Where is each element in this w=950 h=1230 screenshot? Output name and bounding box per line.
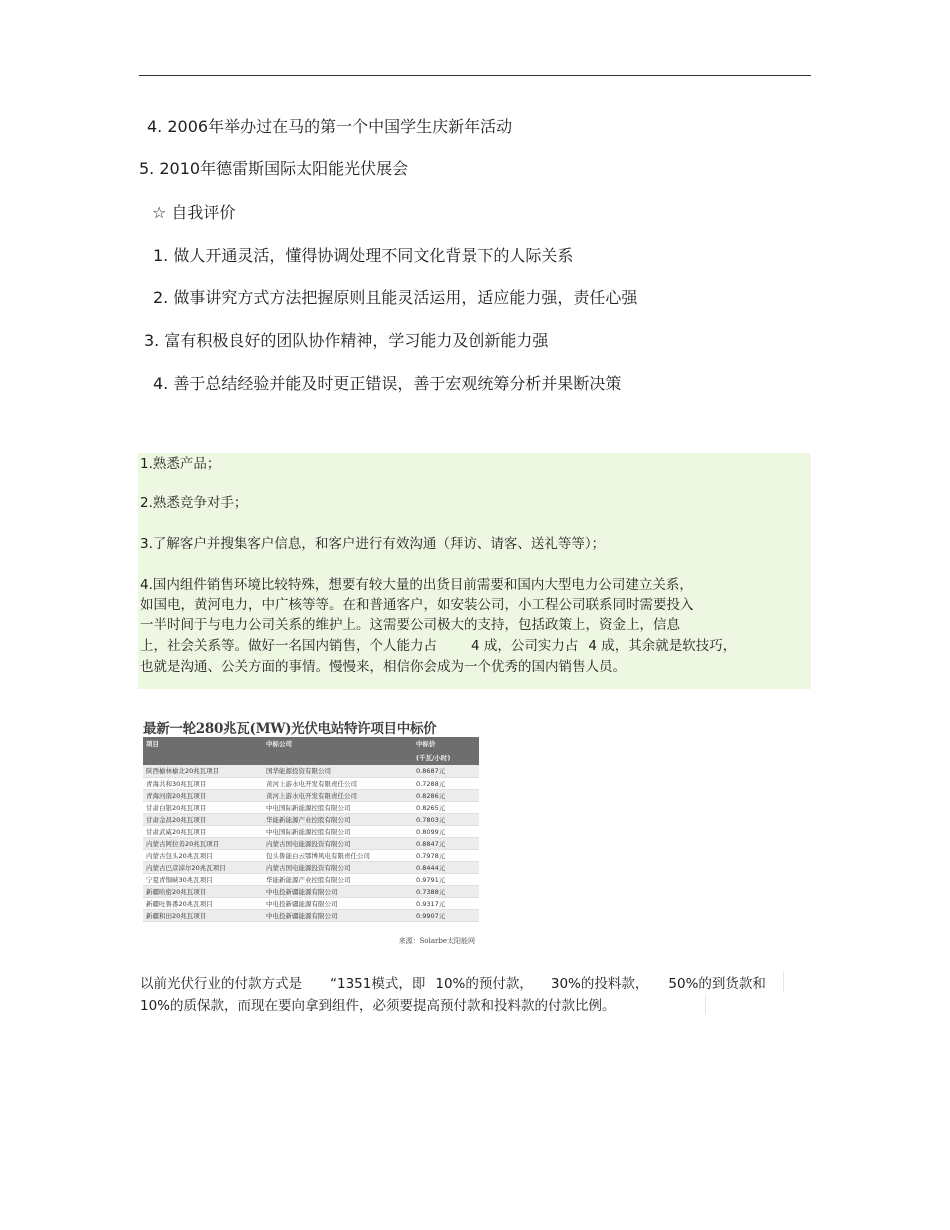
cell-company: 内蒙古国电能源投资有限公司 <box>263 837 413 849</box>
table-row <box>143 861 479 873</box>
self-eval-item-1: 1. 做人开通灵活，懂得协调处理不同文化背景下的人际关系 <box>153 246 574 265</box>
cell-price: 0.7288元 <box>413 777 479 789</box>
activity-item-4: 4. 2006年举办过在马的第一个中国学生庆新年活动 <box>147 117 513 136</box>
note-4-line-4-part-c: 4 成，其余就是软技巧， <box>588 638 737 654</box>
bid-price-table <box>143 737 479 922</box>
cell-company: 黄河上游水电开发有限责任公司 <box>263 789 413 801</box>
note-1: 1.熟悉产品； <box>140 456 221 472</box>
col-header-company: 中标公司 <box>263 737 413 750</box>
table-row <box>143 897 479 909</box>
table-header-row <box>143 737 479 750</box>
table-row <box>143 765 479 777</box>
table-row <box>143 789 479 801</box>
note-3: 3.了解客户并搜集客户信息，和客户进行有效沟通（拜访、请客、送礼等等）； <box>140 536 606 552</box>
payment-line-2: 10%的质保款，而现在要向拿到组件，必须要提高预付款和投料款的付款比例。 <box>140 998 616 1014</box>
self-eval-item-4: 4. 善于总结经验并能及时更正错误，善于宏观统筹分析并果断决策 <box>153 374 622 393</box>
note-4-line-5: 也就是沟通、公关方面的事情。慢慢来，相信你会成为一个优秀的国内销售人员。 <box>140 659 626 675</box>
table-row <box>143 873 479 885</box>
col-header-unit: (千瓦/小时) <box>413 750 479 765</box>
cell-price: 0.7978元 <box>413 849 479 861</box>
table-body <box>143 765 479 921</box>
note-4-line-2: 如国电，黄河电力，中广核等等。在和普通客户，如安装公司，小工程公司联系同时需要投入 <box>140 597 694 613</box>
cell-company: 国华能源投资有限公司 <box>263 765 413 777</box>
cell-company: 中电投新疆能源有限公司 <box>263 885 413 897</box>
self-eval-item-2: 2. 做事讲究方式方法把握原则且能灵活运用，适应能力强，责任心强 <box>153 288 638 307</box>
col-header-project: 项目 <box>143 737 263 750</box>
cell-company: 中电投新疆能源有限公司 <box>263 909 413 921</box>
self-eval-heading: ☆ 自我评价 <box>152 203 236 222</box>
cell-project: 青海河南20兆瓦项目 <box>143 789 263 801</box>
table-header-unit-row <box>143 750 479 765</box>
payment-line-1-part-a: 以前光伏行业的付款方式是 <box>140 976 302 992</box>
text-box-edge <box>705 995 706 1014</box>
cell-price: 0.9791元 <box>413 873 479 885</box>
col-header-price: 中标价 <box>413 737 479 750</box>
note-4-line-3: 一半时间于与电力公司关系的维护上。这需要公司极大的支持，包括政策上，资金上，信息 <box>140 617 680 633</box>
cell-project: 内蒙古巴彦淖尔20兆瓦项目 <box>143 861 263 873</box>
text-box-edge <box>783 972 784 992</box>
cell-project: 内蒙古包头20兆瓦项目 <box>143 849 263 861</box>
activity-item-5: 5. 2010年德雷斯国际太阳能光伏展会 <box>139 159 409 178</box>
table-row <box>143 885 479 897</box>
cell-price: 0.8687元 <box>413 765 479 777</box>
cell-price: 0.8099元 <box>413 825 479 837</box>
cell-price: 0.8286元 <box>413 789 479 801</box>
cell-project: 甘肃武威20兆瓦项目 <box>143 825 263 837</box>
cell-project: 甘肃金昌20兆瓦项目 <box>143 813 263 825</box>
cell-price: 0.9317元 <box>413 897 479 909</box>
cell-price: 0.7803元 <box>413 813 479 825</box>
cell-price: 0.8444元 <box>413 861 479 873</box>
header-rule <box>139 75 811 76</box>
cell-project: 新疆哈密20兆瓦项目 <box>143 885 263 897</box>
cell-company: 中电国际新能源控股有限公司 <box>263 825 413 837</box>
cell-project: 新疆和田20兆瓦项目 <box>143 909 263 921</box>
payment-line-1-part-c: 10%的预付款， <box>435 976 533 992</box>
table-row <box>143 825 479 837</box>
table-row <box>143 909 479 921</box>
cell-project: 甘肃白银20兆瓦项目 <box>143 801 263 813</box>
payment-line-1-part-d: 30%的投料款， <box>550 976 649 992</box>
cell-project: 青海共和30兆瓦项目 <box>143 777 263 789</box>
cell-project: 陕西榆林榆北20兆瓦项目 <box>143 765 263 777</box>
note-4-line-1: 4.国内组件销售环境比较特殊，想要有较大量的出货目前需要和国内大型电力公司建立关系， <box>140 577 693 593</box>
cell-company: 华能新能源产业控股有限公司 <box>263 813 413 825</box>
table-row <box>143 849 479 861</box>
self-eval-item-3: 3. 富有积极良好的团队协作精神，学习能力及创新能力强 <box>144 331 549 350</box>
cell-company: 黄河上游水电开发有限责任公司 <box>263 777 413 789</box>
note-4-line-4-part-b: 4 成，公司实力占 <box>471 638 579 654</box>
cell-price: 0.7388元 <box>413 885 479 897</box>
bid-price-table-image <box>140 715 481 951</box>
table-row <box>143 813 479 825</box>
cell-price: 0.8265元 <box>413 801 479 813</box>
payment-line-1-part-b: “1351模式，即 <box>330 976 426 992</box>
note-2: 2.熟悉竞争对手； <box>140 495 248 511</box>
payment-line-1-part-e: 50%的到货款和 <box>668 976 766 992</box>
cell-company: 中电国际新能源控股有限公司 <box>263 801 413 813</box>
payment-line-1 <box>140 975 766 993</box>
cell-project: 新疆吐鲁番20兆瓦项目 <box>143 897 263 909</box>
note-4-line-4 <box>140 637 736 655</box>
cell-company: 包头鲁能白云鄂博风电有限责任公司 <box>263 849 413 861</box>
cell-price: 0.9907元 <box>413 909 479 921</box>
cell-company: 内蒙古国电能源投资有限公司 <box>263 861 413 873</box>
cell-price: 0.8847元 <box>413 837 479 849</box>
note-4-line-4-part-a: 上，社会关系等。做好一名国内销售，个人能力占 <box>140 638 437 654</box>
table-row <box>143 777 479 789</box>
cell-company: 中电投新疆能源有限公司 <box>263 897 413 909</box>
figure-title: 最新一轮280兆瓦(MW)光伏电站特许项目中标价 <box>143 721 437 737</box>
cell-project: 宁夏青铜峡30兆瓦项目 <box>143 873 263 885</box>
figure-source: 来源：Solarbe太阳能网 <box>398 937 475 945</box>
table-row <box>143 837 479 849</box>
table-row <box>143 801 479 813</box>
cell-company: 华能新能源产业控股有限公司 <box>263 873 413 885</box>
cell-project: 内蒙古阿拉善20兆瓦项目 <box>143 837 263 849</box>
